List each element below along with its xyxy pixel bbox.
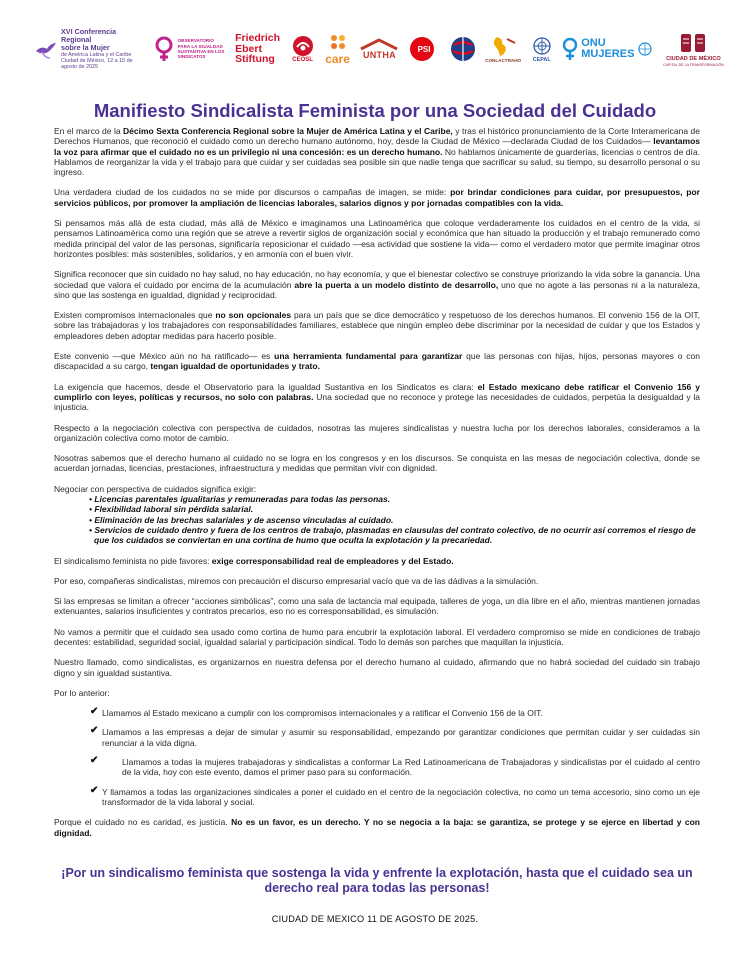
paragraph-11-text-a: El sindicalismo feminista no pide favores: [54,555,212,566]
manifesto-body [54,126,700,838]
paragraph-5-text-c: para un país que se dice democrático y respetuoso de los derechos humanos. El convenio 156 de la OIT, sobre las trabajadoras y los trabajadores con responsabilidades familiares, establece que ningún empleo debe discriminar por la necesidad de cuidar y que los Estados y empleadores deben adoptar medidas para hacerlo posible. [54,310,701,341]
logo-care-text: care [325,52,350,66]
paragraph-4 [54,269,700,300]
paragraph-2-text-a: Una verdadera ciudad de los cuidados no se mide por discursos o campañas de imagen, se mide: [54,187,451,198]
venus-symbol-icon [153,36,175,62]
demand-item: • Eliminación de las brechas salariales y de ascenso vinculadas al cuidado. [89,514,394,525]
logo-fes-line3: Stiftung [235,53,275,66]
paragraph-7-text-c: Una sociedad que no reconoce y protege las necesidades de cuidados, perpetúa la desigualdad y la injusticia. [54,391,700,413]
paragraph-10: Negociar con perspectiva de cuidados significa exigir: [54,483,257,494]
paragraph-11 [54,556,700,566]
logo-cdmx-line1: CIUDAD DE MÉXICO [666,55,721,62]
paragraph-17-bold-b: No es un favor, es un derecho. Y no se negocia a la baja: se garantiza, se protege y se ejerce en libertad y con dignidad. [54,817,700,838]
logo-xvi-line1: XVI Conferencia Regional [61,26,117,44]
paragraph-1-text-c: y tras el histórico pronunciamiento de la Corte Interamericana de Derechos Humanos, que reconoció el cuidado como un derecho humano autónomo, hoy, desde la Ciudad de México —declarada Ciudad de los Cuidados— [54,126,700,147]
logo-xvi-line2: sobre la Mujer [61,42,110,52]
logo-xvi-line4: Ciudad de México, 12 a 15 de agosto de 2025 [61,57,133,71]
paragraph-3: Si pensamos más allá de esta ciudad, más allá de México e imaginamos una Latinoamérica que coloque verdaderamente los cuidados en el centro de la vida, si pensamos Latinoamérica como una región que se atreve a revertir siglos de organización social y económica que han situado la producción y el trabajo remunerado como medida principal del valor de las personas, significaría reposicionar el cuidado —esa actividad que sostiene la vida— como el verdadero motor que permite imaginar otros horizontes posibles: más sostenibles, solidarios, y en armonía con el buen vivir. [54,218,700,259]
logo-globe [450,36,476,62]
logo-care [325,32,350,66]
globe-icon [450,36,476,62]
demands-list [54,494,700,545]
call-item-text: Llamamos a las empresas a dejar de simular y asumir su responsabilidad, empezando por garantizar condiciones que permitan cuidar y ser cuidadas sin renunciar a la vida digna. [102,727,700,748]
paragraph-6-bold-d: tengan igualdad de oportunidades y trato. [150,361,320,372]
venus-un-icon [562,37,578,61]
logo-observatorio-text: OBSERVATORIO PARA LA IGUALDAD SUSTANTIVA EN LOS SINDICATOS [177,38,225,60]
un-emblem-icon [531,36,553,56]
un-wreath-icon [637,39,653,59]
call-item [90,727,700,748]
call-item [90,708,700,718]
paragraph-4-text-c: uno que no agote a las personas ni a la naturaleza, sino que las sostenga en igualdad, dignidad y reciprocidad. [54,279,700,300]
logo-onu-line2: MUJERES [581,48,635,60]
checkmark-icon: ✔ [90,784,99,796]
logo-cdmx [663,31,724,68]
paragraph-8: Respecto a la negociación colectiva con perspectiva de cuidados, nosotras las mujeres sindicalistas y nuestra lucha por los derechos laborales, consideramos a la organización colectiva como motor de cambio. [54,422,700,443]
paragraph-9: Nosotras sabemos que el derecho humano al cuidado no se logra en los congresos y en los discursos. Se conquista en las mesas de negociación colectiva, donde se acuerdan jornadas, licencias, prestaciones, infraestructura y medidas que permitan vivir con dignidad. [54,453,700,474]
paragraph-4-text-a: Significa reconocer que sin cuidado no hay salud, no hay educación, no hay economía, y que el bienestar colectivo se construye priorizando la vida sobre la ganancia. Una sociedad que valora el cuidado por encima de la acumulación [54,269,700,290]
paragraph-1-bold-b: Décimo Sexta Conferencia Regional sobre la Mujer de América Latina y el Caribe, [123,126,453,136]
paragraph-17-text-a: Porque el cuidado no es caridad, es justicia. [54,817,232,828]
logo-untha [359,38,399,60]
calls-list [54,708,700,807]
paragraph-2 [54,187,700,208]
paragraph-1 [54,126,700,177]
paragraph-11-bold-b: exige corresponsabilidad real de empleadores y del Estado. [211,555,454,566]
call-item-text: Llamamos a todas la mujeres trabajadoras y sindicalistas a conformar La Red Latinoamericana de Trabajadoras y sindicalistas por el cuidado al centro de la vida, hoy con este evento, damos el primer paso para su conformación. [122,757,700,778]
logo-cepal-text: CEPAL [532,56,551,63]
paragraph-14: No vamos a permitir que el cuidado sea usado como cortina de humo para encubrir la explotación laboral. El verdadero compromiso se mide en condiciones de trabajo decentes: estabilidad, seguridad social, igualdad salarial y participación sindical. Todo lo demás son parches que maquillan la injusticia. [54,626,700,647]
demand-item: • Licencias parentales igualitarias y remuneradas para todas las personas. [89,494,391,505]
paragraph-5-text-a: Existen compromisos internacionales que [54,310,216,321]
demand-item: • Flexibilidad laboral sin pérdida salarial. [89,504,254,515]
closing-slogan: ¡Por un sindicalismo feminista que sostenga la vida y enfrente la explotación, hasta que el cuidado sea un derecho real para todas las personas! [61,866,693,895]
logo-xvi-conferencia [34,28,143,71]
logo-onu-line1: ONU [581,37,606,49]
paragraph-17 [54,817,700,838]
paragraph-7-bold-b: el Estado mexicano debe ratificar el Convenio 156 y cumplirlo con leyes, políticas y recursos, no solo con palabras. [54,381,700,402]
paragraph-16: Por lo anterior: [54,687,110,698]
checkmark-icon: ✔ [90,706,99,718]
logo-conlactraho [485,35,521,63]
checkmark-icon: ✔ [90,755,99,767]
call-item [90,757,700,778]
logo-ceosl [290,35,316,63]
paragraph-6-text-c: que las personas con hijas, hijos, personas mayores o con discapacidad a su cargo, [54,351,701,372]
logo-psi-text: PSI [417,44,431,54]
paragraph-6 [54,351,700,372]
paragraph-1-bold-d: levantamos la voz para afirmar que el cuidado no es un privilegio ni una concesión: es un derecho humano. [54,136,700,157]
call-item [90,784,700,808]
document-title: Manifiesto Sindicalista Feminista por una Sociedad del Cuidado [93,100,657,121]
paragraph-6-bold-b: una herramienta fundamental para garantizar [274,351,463,362]
logo-untha-text: UNTHA [362,50,396,60]
place-and-date: CIUDAD DE MEXICO 11 DE AGOSTO DE 2025. [271,914,479,924]
call-item-text: Y llamamos a todas las organizaciones sindicales a poner el cuidado en el centro de la negociación colectiva, no como un tema accesorio, sino como un eje transformador de la vida laboral y social. [102,786,700,807]
demand-item: • Servicios de cuidado dentro y fuera de los centros de trabajo, plasmadas en clausulas del contrato colectivo, de no ocurrir así corremos el riesgo de que los cuidados se conviertan en una cortina de humo que oculta la explotación y la precariedad. [89,524,696,546]
cdmx-crest-icon [678,31,708,55]
dove-icon [34,37,58,61]
paragraph-4-bold-b: abre la puerta a un modelo distinto de desarrollo, [294,279,499,290]
logo-fes-line1: Friedrich [235,32,281,45]
conlactraho-map-icon [489,35,517,57]
paragraph-2-bold-b: por brindar condiciones para cuidar, por presupuestos, por servicios públicos, por promover la ampliación de licencias laborales, salarios dignos y por jornadas compatibles con la vida. [54,187,700,208]
paragraph-15: Nuestro llamado, como sindicalistas, es organizarnos en nuestra defensa por el derecho humano al cuidado, afirmando que no habrá sociedad del cuidado sin trabajo digno y sin igualdad sustantiva. [54,657,700,678]
paragraph-6-text-a: Este convenio —que México aún no ha ratificado— es [54,351,275,362]
logo-ceosl-text: CEOSL [292,57,313,63]
paragraph-5-bold-b: no son opcionales [215,310,292,321]
logo-strip [34,26,724,72]
paragraph-1-text-a: En el marco de la [54,126,124,136]
paragraph-12: Por eso, compañeras sindicalistas, miremos con precaución el discurso empresarial vacío que va de las dádivas a la simulación. [54,575,539,586]
ceosl-emblem-icon [290,35,316,57]
paragraph-7-text-a: La exigencia que hacemos, desde el Observatorio para la igualdad Sustantiva en los Sindicatos es clara: [54,381,478,392]
care-hands-icon [327,32,349,52]
logo-fes [235,33,280,64]
paragraph-7 [54,382,700,413]
paragraph-13: Si las empresas se limitan a ofrecer “acciones simbólicas”, como una sala de lactancia mal equipada, talleres de yoga, un día libre en el año, mientras mantienen jornadas extenuantes, salarios insuficientes y contratos precarios, eso no es corresponsabilidad, es simulación. [54,596,700,617]
logo-observatorio [153,36,226,62]
logo-cdmx-line2: CAPITAL DE LA TRANSFORMACIÓN [663,62,724,67]
logo-onu-mujeres [562,37,653,61]
call-item-text: Llamamos al Estado mexicano a cumplir con los compromisos internacionales y a ratificar el Convenio 156 de la OIT. [102,708,543,719]
logo-fes-line2: Ebert [235,42,262,55]
untha-roof-icon [359,38,399,50]
logo-xvi-line3: de América Latina y el Caribe [61,51,132,58]
paragraph-1-text-e: No hablamos únicamente de guarderías, licencias o centros de día. Hablamos de reorganizar la vida y el trabajo para que cuidar y ser cuidadas sea posible sin que nadie tenga que sacrificar su salud, su tiempo, su desarrollo personal o su ingreso. [54,146,700,178]
checkmark-icon: ✔ [90,725,99,737]
paragraph-5 [54,310,700,341]
logo-cepal [531,36,553,63]
logo-conlactraho-text: CONLACTRAHO [485,58,522,63]
